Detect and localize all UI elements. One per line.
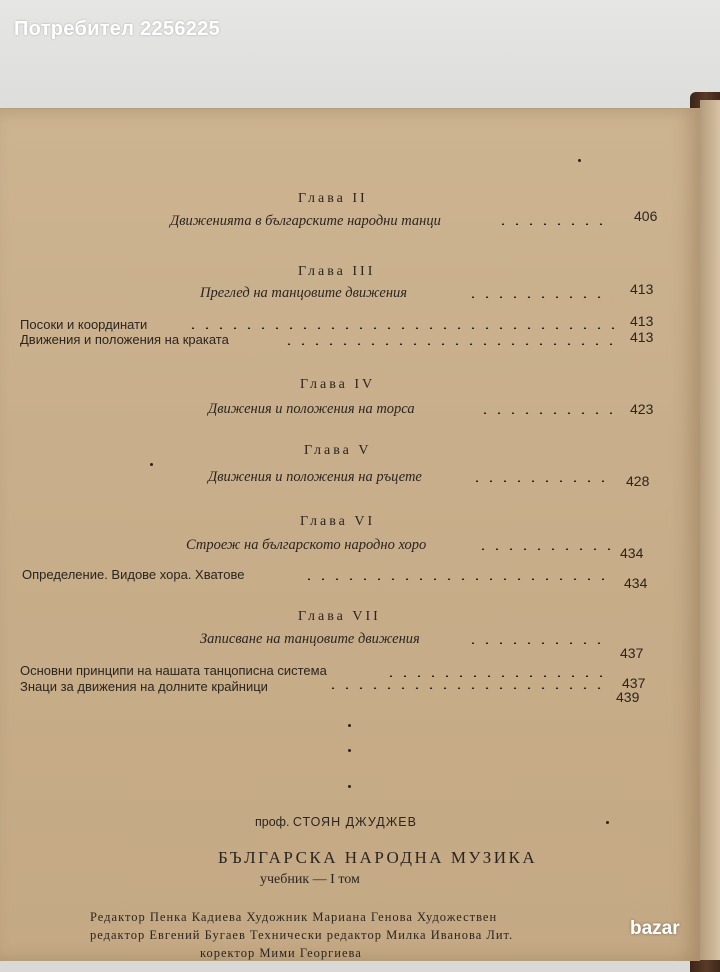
ink-speck [150, 463, 153, 466]
bazar-logo [622, 908, 714, 952]
leader-dots [282, 343, 616, 345]
toc-subentry: Основни принципи на нашата танцописна система [20, 663, 327, 678]
author-prefix: проф. [255, 815, 290, 829]
leader-dots [478, 412, 612, 414]
author-line [255, 815, 417, 829]
credits-line: коректор Мими Георгиева [200, 946, 362, 960]
ink-speck [348, 724, 351, 727]
chapter-title: Движения и положения на ръцете [208, 469, 422, 485]
book-subtitle: учебник — I том [260, 872, 360, 887]
logo-text: bazar [630, 918, 680, 939]
leader-dots [186, 327, 616, 329]
leader-dots [466, 642, 608, 644]
ink-speck [348, 785, 351, 788]
leader-dots [302, 578, 612, 580]
chapter-heading: Глава V [304, 443, 372, 458]
chapter-title: Строеж на българското народно хоро [186, 537, 427, 553]
page-number: 406 [634, 208, 658, 224]
chapter-heading: Глава II [298, 191, 368, 206]
watermark: Потребител 2256225 [14, 18, 221, 40]
adjacent-page-edge [700, 100, 720, 960]
toc-subentry: Посоки и координати [20, 317, 148, 332]
page-number: 423 [630, 401, 654, 417]
page-number: 413 [630, 313, 654, 329]
leader-dots [470, 480, 612, 482]
toc-subentry: Знаци за движения на долните крайници [20, 679, 268, 694]
page-number: 413 [630, 329, 654, 345]
leader-dots [466, 296, 612, 298]
page-number: 437 [620, 645, 644, 661]
toc-subentry: Определение. Видове хора. Хватове [22, 567, 245, 582]
ink-speck [348, 749, 351, 752]
leader-dots [496, 223, 614, 225]
leader-dots [384, 675, 610, 677]
ink-speck [578, 159, 581, 162]
credits-line: редактор Евгений Бугаев Технически редактор Милка Иванова Лит. [90, 928, 514, 942]
chapter-heading: Глава IV [300, 377, 376, 392]
chapter-title: Записване на танцовите движения [200, 631, 420, 647]
chapter-heading: Глава III [298, 264, 376, 279]
page-number: 428 [626, 473, 650, 489]
leader-dots [326, 687, 612, 689]
chapter-title: Движенията в българските народни танци [170, 213, 441, 229]
chapter-title: Движения и положения на торса [208, 401, 415, 417]
page-number: 434 [624, 575, 648, 591]
ink-speck [606, 821, 609, 824]
chapter-title: Преглед на танцовите движения [200, 285, 408, 301]
page-number: 437 [622, 675, 646, 691]
toc-subentry: Движения и положения на краката [20, 332, 229, 347]
author-name: СТОЯН ДЖУДЖЕВ [292, 815, 417, 829]
book-page [0, 108, 700, 961]
credits-line: Редактор Пенка Кадиева Художник Мариана Генова Художествен [90, 910, 498, 924]
chapter-heading: Глава VI [300, 514, 376, 529]
chapter-heading: Глава VII [298, 609, 381, 624]
page-number: 439 [616, 689, 640, 705]
page-number: 413 [630, 281, 654, 297]
leader-dots [476, 548, 612, 550]
page-number: 434 [620, 545, 644, 561]
book-title: БЪЛГАРСКА НАРОДНА МУЗИКА [218, 848, 538, 867]
